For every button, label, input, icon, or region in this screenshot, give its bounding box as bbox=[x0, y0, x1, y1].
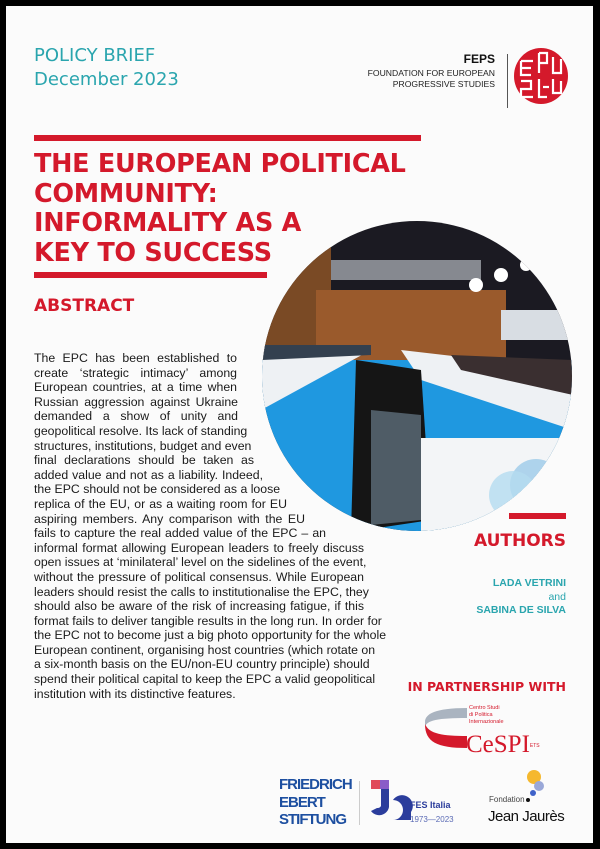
abstract-line: without the pressure of political consensus. While European bbox=[34, 569, 364, 584]
abstract-line: The EPC has been established to bbox=[34, 351, 237, 365]
fes-line: EBERT bbox=[279, 793, 325, 811]
title-line: COMMUNITY: bbox=[34, 178, 218, 209]
abstract-line: open issues at ‘minilateral’ level on the sidelines of the event, bbox=[34, 555, 367, 570]
author-name: SABINA DE SILVA bbox=[476, 604, 566, 616]
doc-header bbox=[34, 44, 179, 92]
abstract-line: replica of the EU, or as a waiting room for EU bbox=[34, 496, 287, 511]
abstract-line: geopolitical resolve. Its lack of standing bbox=[34, 423, 248, 438]
abstract-line: final declarations should be taken as bbox=[34, 453, 254, 468]
partnership-heading: IN PARTNERSHIP WITH bbox=[407, 679, 566, 694]
fes-line: STIFTUNG bbox=[279, 811, 346, 828]
authors-rule bbox=[509, 513, 566, 519]
cespi-name bbox=[466, 730, 540, 761]
cespi-subtitle bbox=[469, 705, 504, 726]
cespi-line: di Politica bbox=[469, 712, 493, 718]
abstract-line: a six-month basis on the EU/non-EU country principle) should bbox=[34, 657, 370, 672]
abstract-line: aspiring members. Any comparison with the EU bbox=[34, 511, 305, 526]
author-conjunction: and bbox=[548, 590, 566, 603]
abstract-line: institution with its distinctive features. bbox=[34, 686, 236, 701]
cespi-wordmark: CeSPI bbox=[466, 731, 530, 758]
title-line: THE EUROPEAN POLITICAL bbox=[34, 149, 406, 179]
feps-full-name bbox=[368, 68, 495, 90]
author-list bbox=[476, 577, 566, 618]
fes-italia-label: FES Italia bbox=[410, 800, 451, 810]
feps-logo-icon bbox=[513, 47, 569, 105]
title-bottom-rule bbox=[34, 272, 267, 278]
abstract-line: leaders should resist the calls to institutionalise the EPC, they bbox=[34, 584, 369, 599]
abstract-line: Russian aggression against Ukraine bbox=[34, 394, 238, 409]
policy-brief-cover bbox=[6, 6, 593, 843]
authors-heading: AUTHORS bbox=[473, 531, 566, 551]
fes-italia-years: 1973—2023 bbox=[410, 815, 454, 824]
feps-line2: PROGRESSIVE STUDIES bbox=[392, 79, 495, 89]
abstract-line: European continent, organising host countries (which rotate on bbox=[34, 642, 376, 657]
author-name: LADA VETRINI bbox=[492, 577, 566, 589]
title-top-rule bbox=[34, 135, 421, 141]
abstract-line: create ‘strategic intimacy’ among bbox=[34, 365, 237, 380]
divider bbox=[507, 54, 508, 108]
cespi-line: Centro Studi bbox=[469, 705, 500, 711]
abstract-line: structures, institutions, budget and even bbox=[34, 438, 252, 453]
cespi-suffix: ETS bbox=[529, 742, 540, 749]
feps-line1: FOUNDATION FOR EUROPEAN bbox=[367, 68, 495, 78]
abstract-line: spend their political capital to keep the EPC a valid geopolitical bbox=[34, 672, 376, 687]
abstract-line: the EPC should not be considered as a loose bbox=[34, 482, 281, 497]
doc-type: POLICY BRIEF bbox=[34, 45, 156, 66]
abstract-line: informal format allowing European leaders to freely discuss bbox=[34, 540, 364, 555]
abstract-line: should also be aware of the risk of increasing fatigue, if this bbox=[34, 599, 364, 614]
title-line: KEY TO SUCCESS bbox=[34, 237, 272, 268]
feps-name: FEPS bbox=[463, 52, 495, 66]
jean-jaures-dots-icon bbox=[524, 769, 546, 805]
abstract-line: European countries, at a time when bbox=[34, 380, 237, 395]
jean-jaures-fondation: Fondation bbox=[489, 795, 525, 804]
divider bbox=[359, 781, 360, 825]
jean-jaures-name: Jean Jaurès bbox=[488, 808, 565, 825]
abstract-body bbox=[34, 351, 387, 701]
abstract-line: the EPC not to become just a big photo opportunity for the whole bbox=[34, 628, 387, 643]
doc-date: December 2023 bbox=[34, 69, 179, 90]
abstract-line: added value and not as a liability. Indeed, bbox=[34, 467, 263, 482]
title-line: INFORMALITY AS A bbox=[34, 208, 302, 239]
fes-line: FRIEDRICH bbox=[279, 776, 352, 793]
cespi-line: Internazionale bbox=[469, 719, 504, 725]
abstract-line: fails to capture the real added value of the EPC – an bbox=[34, 526, 326, 541]
fes-logo bbox=[279, 776, 352, 829]
cespi-logo-icon bbox=[425, 706, 467, 752]
abstract-line: format fails to deliver tangible results in the long run. In order for bbox=[34, 613, 382, 628]
abstract-heading: ABSTRACT bbox=[34, 296, 135, 316]
fes-italia-50-icon bbox=[371, 780, 413, 820]
abstract-line: demanded a show of unity and bbox=[34, 409, 238, 424]
